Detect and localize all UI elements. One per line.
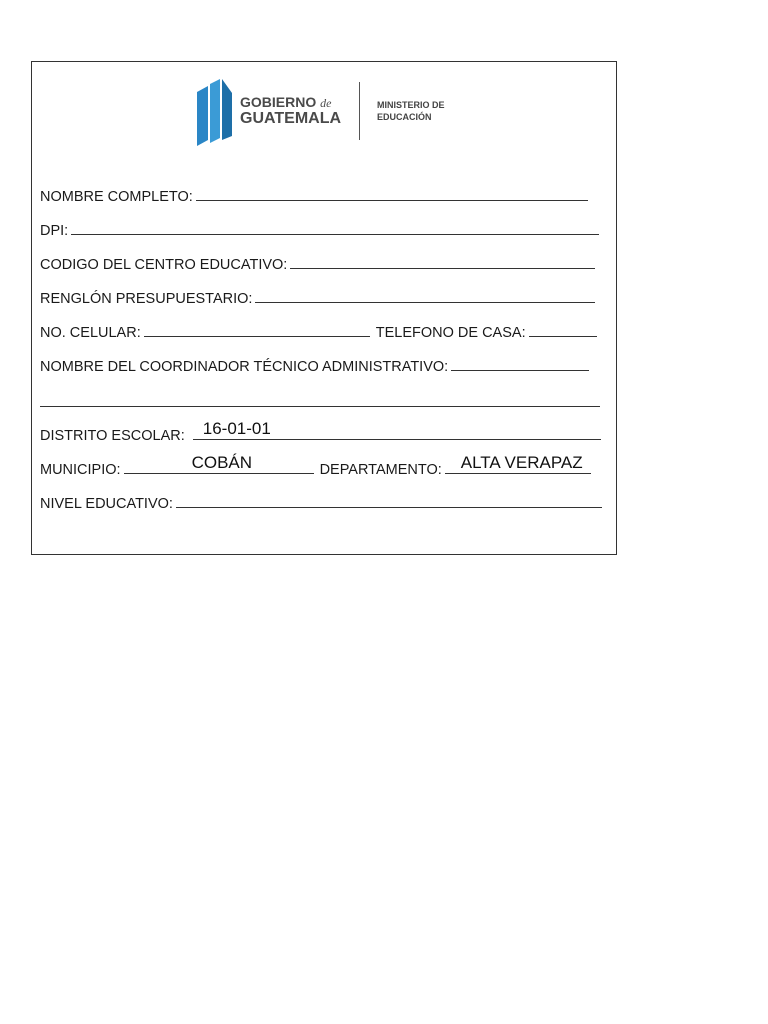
- label-coordinador: NOMBRE DEL COORDINADOR TÉCNICO ADMINISTRATIVO:: [40, 359, 449, 375]
- label-departamento: DEPARTAMENTO:: [319, 462, 442, 478]
- government-logo: [196, 78, 466, 144]
- gobierno-text: [240, 95, 341, 126]
- row-distrito: [40, 419, 601, 445]
- field-distrito[interactable]: [193, 419, 601, 440]
- field-nombre-completo[interactable]: [196, 186, 588, 201]
- guatemala-word: GUATEMALA: [240, 110, 342, 127]
- field-renglon[interactable]: [255, 288, 595, 303]
- label-nombre-completo: NOMBRE COMPLETO:: [40, 189, 193, 205]
- label-dpi: DPI:: [40, 223, 69, 239]
- row-celular: [40, 322, 597, 342]
- label-distrito: DISTRITO ESCOLAR:: [40, 428, 185, 444]
- row-nombre: [40, 186, 588, 206]
- label-municipio: MUNICIPIO:: [40, 462, 121, 478]
- label-telefono: TELEFONO DE CASA:: [375, 325, 526, 341]
- value-municipio: COBÁN: [191, 453, 253, 472]
- field-codigo[interactable]: [290, 254, 595, 269]
- field-dpi[interactable]: [71, 220, 599, 235]
- registration-card: [31, 61, 617, 555]
- label-celular: NO. CELULAR:: [40, 325, 141, 341]
- field-coordinador-continued[interactable]: [40, 405, 600, 407]
- ministerio-line-2: EDUCACIÓN: [377, 112, 432, 122]
- label-renglon: RENGLÓN PRESUPUESTARIO:: [40, 291, 253, 307]
- field-nivel[interactable]: [176, 493, 602, 508]
- field-coordinador[interactable]: [451, 356, 589, 371]
- logo-divider: [359, 82, 360, 140]
- ministerio-text: [377, 99, 445, 123]
- label-codigo: CODIGO DEL CENTRO EDUCATIVO:: [40, 257, 288, 273]
- value-distrito: 16-01-01: [202, 419, 271, 438]
- de-word: de: [320, 96, 332, 110]
- field-telefono[interactable]: [529, 322, 597, 337]
- row-coordinador: [40, 356, 589, 376]
- gobierno-word: GOBIERNO: [240, 94, 317, 110]
- field-municipio[interactable]: [124, 453, 314, 474]
- row-municipio: [40, 453, 591, 479]
- row-nivel: [40, 493, 602, 513]
- field-departamento[interactable]: [445, 453, 591, 474]
- label-nivel: NIVEL EDUCATIVO:: [40, 496, 173, 512]
- row-codigo: [40, 254, 595, 274]
- row-dpi: [40, 220, 599, 240]
- row-renglon: [40, 288, 595, 308]
- field-celular[interactable]: [144, 322, 370, 337]
- ministerio-line-1: MINISTERIO DE: [377, 100, 445, 110]
- guatemala-stripes-icon: [196, 78, 236, 146]
- value-departamento: ALTA VERAPAZ: [460, 453, 583, 472]
